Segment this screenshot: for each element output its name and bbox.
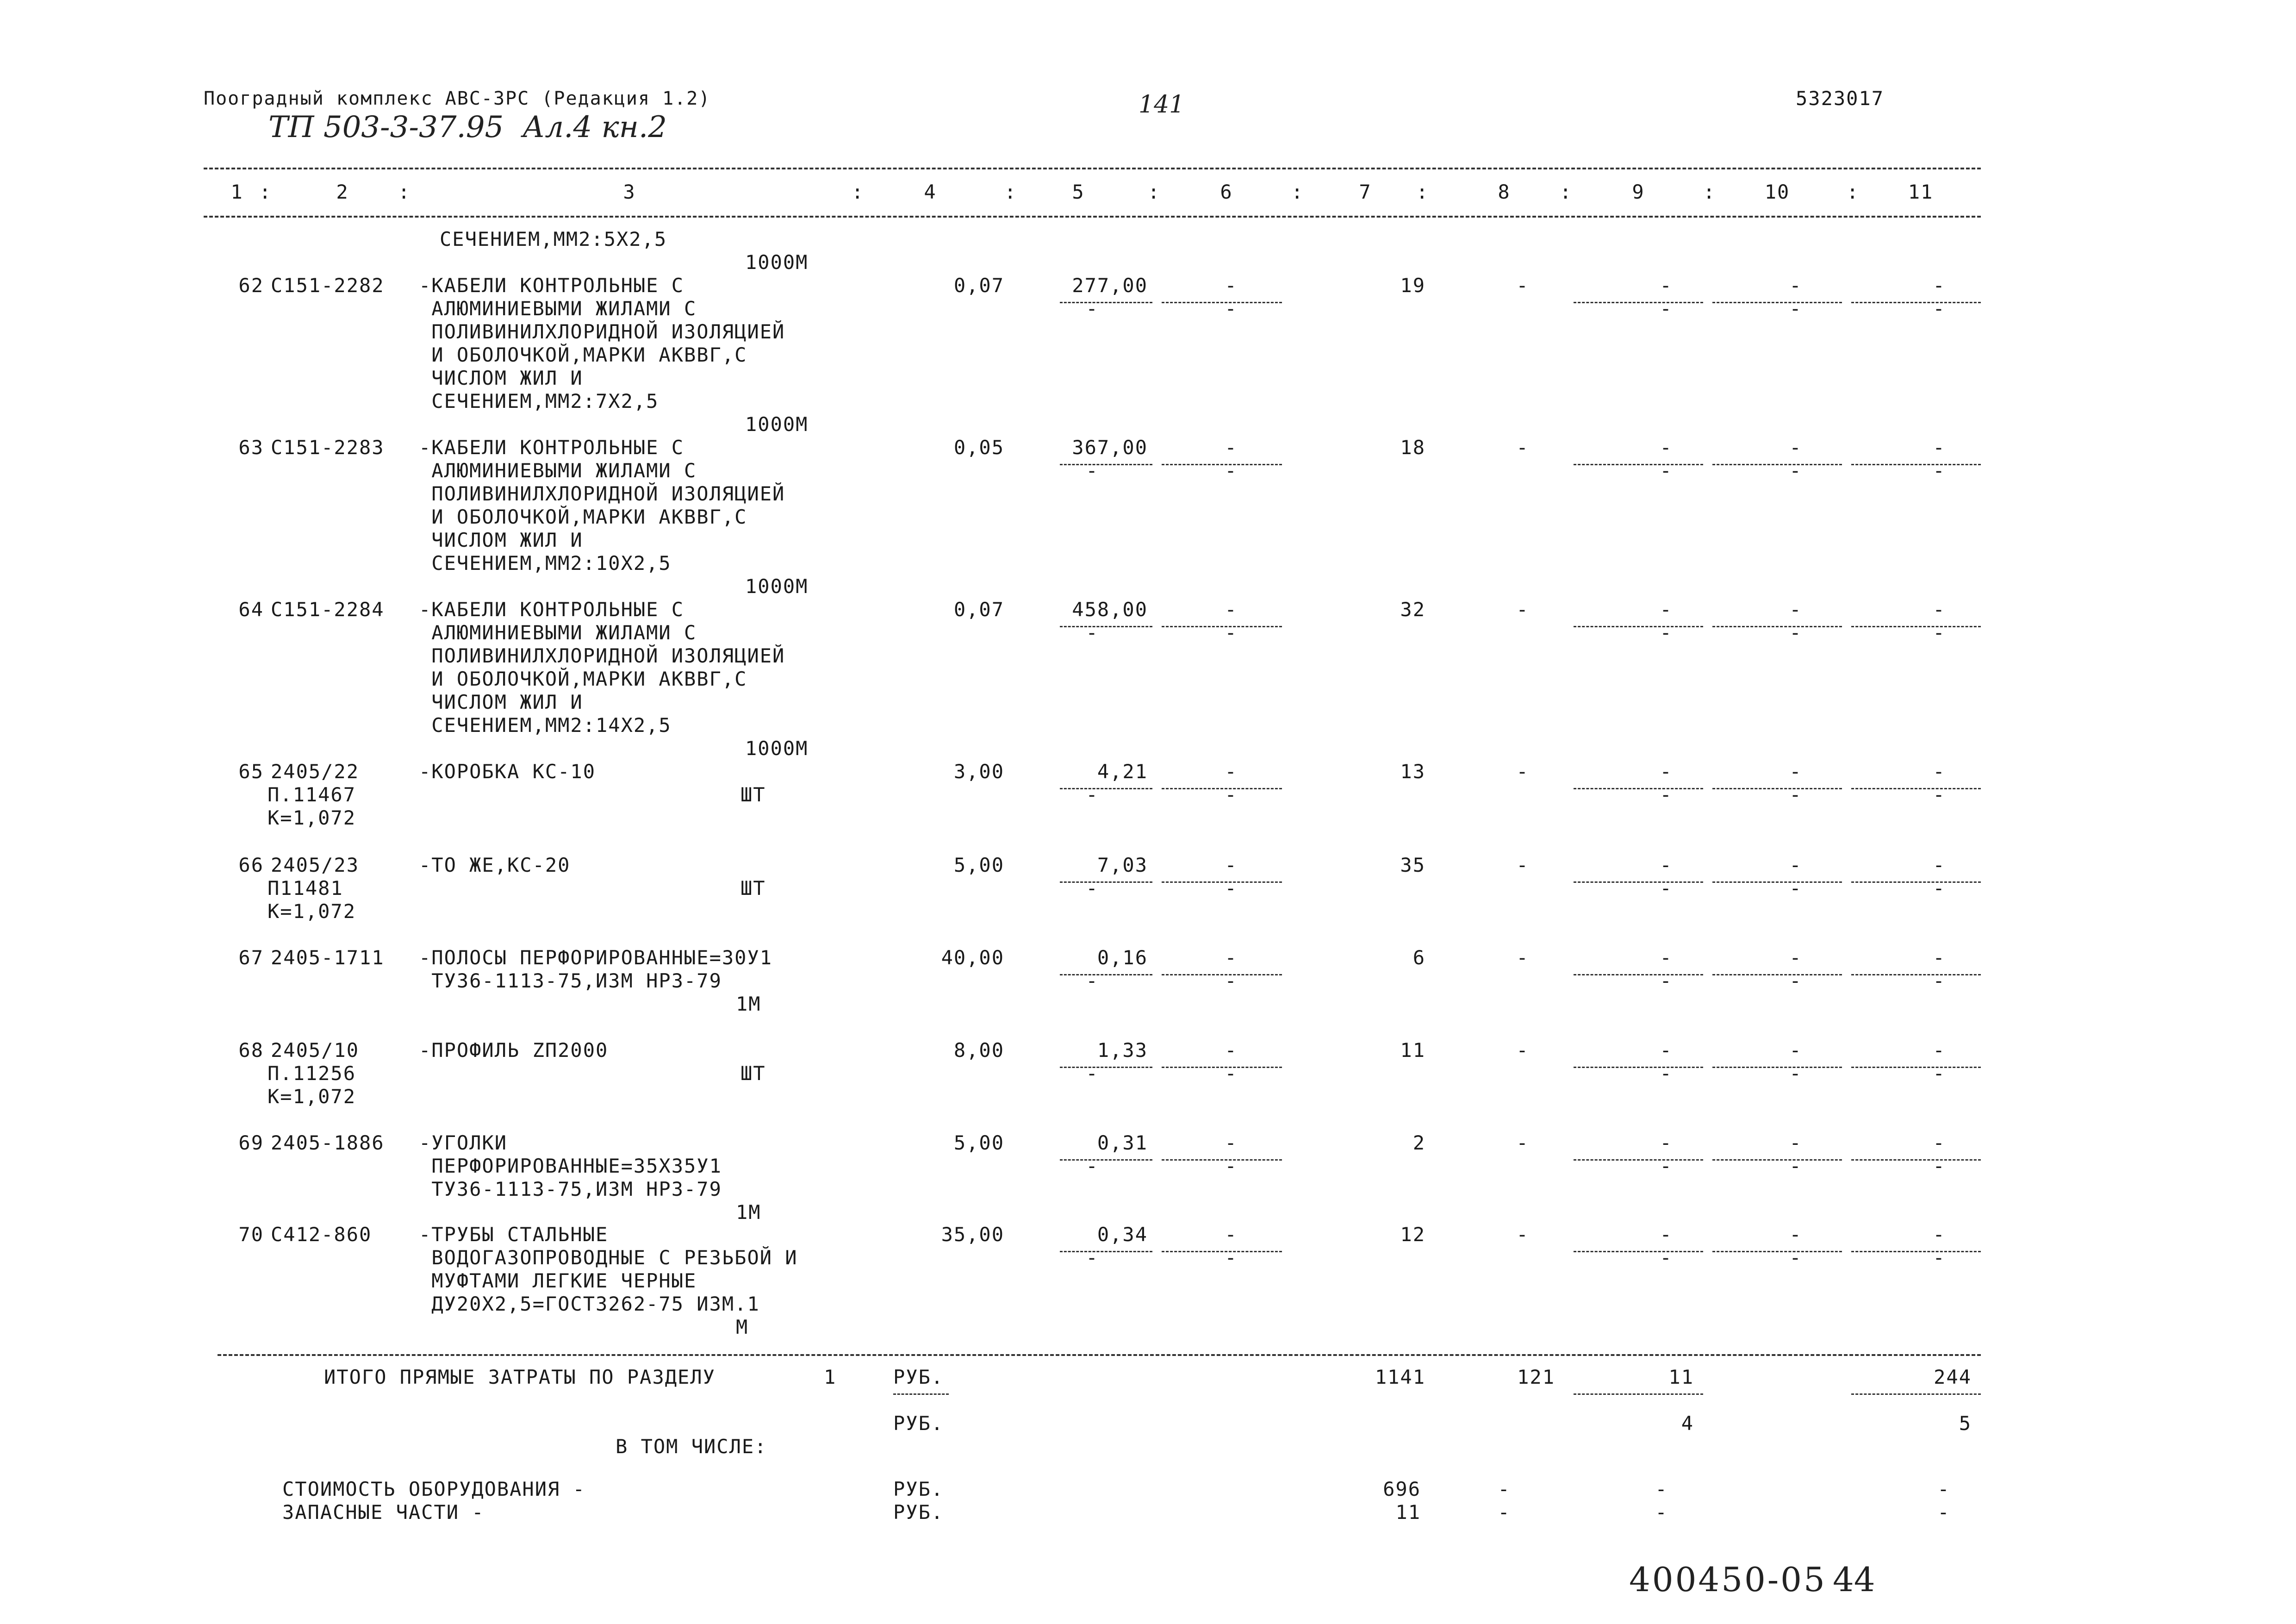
column-header-6: 6 (1220, 181, 1233, 203)
row-description: АЛЮМИНИЕВЫМИ ЖИЛАМИ С (419, 297, 697, 320)
row-number: 68 (238, 1039, 264, 1062)
row-number: 62 (238, 274, 264, 297)
spare-parts-currency: РУБ. (893, 1501, 944, 1524)
row-number: 67 (238, 946, 264, 969)
equipment-col7: 696 (1383, 1478, 1421, 1500)
row-col5-sub: - (1086, 459, 1099, 482)
row-total: 2 (1412, 1131, 1425, 1154)
row-description: И ОБОЛОЧКОЙ,МАРКИ АКВВГ,С (419, 344, 747, 366)
row-total: 13 (1400, 760, 1425, 783)
totals-currency-2: РУБ. (893, 1412, 944, 1435)
row-code: П.11467 (268, 783, 356, 806)
row-unit: ШТ (740, 783, 766, 806)
row-description: СЕЧЕНИЕМ,ММ2:10Х2,5 (419, 552, 672, 575)
row-unit-price: 0,31 (1097, 1131, 1148, 1154)
program-title: Пооградный комплекс АВС-ЗРС (Редакция 1.2) (204, 88, 711, 109)
totals-currency: РУБ. (893, 1366, 944, 1388)
row-col9: - (1660, 946, 1673, 969)
column-header-3: 3 (623, 181, 636, 203)
row-quantity: 0,05 (953, 436, 1004, 459)
row-col9: - (1660, 598, 1673, 621)
totals-currency-underline (893, 1393, 949, 1395)
row-col8: - (1516, 946, 1529, 969)
row-unit-price: 367,00 (1072, 436, 1148, 459)
row-col10: - (1789, 1131, 1802, 1154)
row-col8: - (1516, 1039, 1529, 1062)
row-description: СЕЧЕНИЕМ,ММ2:7Х2,5 (419, 390, 659, 412)
row-description: -КАБЕЛИ КОНТРОЛЬНЫЕ С (419, 274, 684, 297)
spare-parts-col7: 11 (1395, 1501, 1421, 1524)
page-number: 141 (1139, 91, 1185, 119)
row-col6-sub: - (1225, 969, 1238, 992)
row-col11: - (1933, 1039, 1946, 1062)
row-code: 2405/10 (271, 1039, 360, 1062)
row-description: -ПРОФИЛЬ ZП2000 (419, 1039, 609, 1062)
row-number: 66 (238, 854, 264, 876)
row-total: 35 (1400, 854, 1425, 876)
row-col9-sub: - (1660, 1155, 1673, 1177)
row-description: МУФТАМИ ЛЕГКИЕ ЧЕРНЫЕ (419, 1269, 697, 1292)
row-col10-sub: - (1789, 969, 1802, 992)
row-col11-sub: - (1933, 1155, 1946, 1177)
row-col11-sub: - (1933, 877, 1946, 899)
row-col10-sub: - (1789, 621, 1802, 644)
including-label: В ТОМ ЧИСЛЕ: (616, 1435, 767, 1458)
row-number: 65 (238, 760, 264, 783)
row-col9: - (1660, 1131, 1673, 1154)
totals-col11-underline (1851, 1393, 1981, 1395)
continuation-unit: 1000М (745, 251, 809, 274)
row-col9: - (1660, 274, 1673, 297)
row-col10: - (1789, 854, 1802, 876)
row-code: 2405/22 (271, 760, 360, 783)
row-col6-sub: - (1225, 1062, 1238, 1085)
row-col11-sub: - (1933, 1246, 1946, 1269)
column-header-4: 4 (924, 181, 937, 203)
row-description: -ПОЛОСЫ ПЕРФОРИРОВАННЫЕ=30У1 (419, 946, 773, 969)
row-col6: - (1225, 1131, 1238, 1154)
row-unit: ШТ (740, 877, 766, 899)
column-header-9: 9 (1632, 181, 1645, 203)
row-quantity: 5,00 (953, 854, 1004, 876)
row-col6: - (1225, 760, 1238, 783)
row-col8: - (1516, 1223, 1529, 1246)
column-header-1: 1 (230, 181, 243, 203)
totals-col7: 1141 (1375, 1366, 1425, 1388)
equipment-col9: - (1655, 1478, 1668, 1500)
row-col9-sub: - (1660, 1062, 1673, 1085)
row-col9: - (1660, 760, 1673, 783)
row-col10: - (1789, 274, 1802, 297)
document-number: 5323017 (1796, 87, 1885, 110)
row-col10-sub: - (1789, 877, 1802, 899)
row-quantity: 0,07 (953, 598, 1004, 621)
row-col11: - (1933, 946, 1946, 969)
column-separator: : (1847, 181, 1860, 203)
row-col9-sub: - (1660, 459, 1673, 482)
column-header-10: 10 (1764, 181, 1790, 203)
row-total: 18 (1400, 436, 1425, 459)
spare-parts-label: ЗАПАСНЫЕ ЧАСТИ - (282, 1501, 485, 1524)
row-col6: - (1225, 1223, 1238, 1246)
row-col11: - (1933, 274, 1946, 297)
row-unit: 1000М (745, 413, 809, 436)
row-unit-price: 0,16 (1097, 946, 1148, 969)
row-unit: М (736, 1316, 749, 1338)
column-separator: : (398, 181, 411, 203)
column-separator: : (259, 181, 272, 203)
row-col9-sub: - (1660, 877, 1673, 899)
row-col11: - (1933, 854, 1946, 876)
row-col6: - (1225, 274, 1238, 297)
row-unit-price: 277,00 (1072, 274, 1148, 297)
row-col11-sub: - (1933, 297, 1946, 320)
row-col9: - (1660, 436, 1673, 459)
row-col8: - (1516, 598, 1529, 621)
row-description: ЧИСЛОМ ЖИЛ И (419, 691, 583, 713)
equipment-cost-label: СТОИМОСТЬ ОБОРУДОВАНИЯ - (282, 1478, 585, 1500)
row-col9-sub: - (1660, 297, 1673, 320)
row-code: С412-860 (271, 1223, 372, 1246)
row-description: ПОЛИВИНИЛХЛОРИДНОЙ ИЗОЛЯЦИЕЙ (419, 482, 785, 505)
row-col11-sub: - (1933, 621, 1946, 644)
row-total: 32 (1400, 598, 1425, 621)
column-separator: : (1416, 181, 1429, 203)
totals-section: 1 (824, 1366, 837, 1388)
row-description: -КОРОБКА КС-10 (419, 760, 596, 783)
equipment-col11: - (1937, 1478, 1950, 1500)
totals-col9: 11 (1668, 1366, 1694, 1388)
row-description: -ТРУБЫ СТАЛЬНЫЕ (419, 1223, 609, 1246)
row-unit-price: 7,03 (1097, 854, 1148, 876)
equipment-currency: РУБ. (893, 1478, 944, 1500)
row-number: 63 (238, 436, 264, 459)
column-header-8: 8 (1498, 181, 1511, 203)
row-description: ЧИСЛОМ ЖИЛ И (419, 367, 583, 389)
row-col9-sub: - (1660, 783, 1673, 806)
column-separator: : (1291, 181, 1304, 203)
row-col11-sub: - (1933, 459, 1946, 482)
row-description: СЕЧЕНИЕМ,ММ2:14Х2,5 (419, 714, 672, 737)
row-col11: - (1933, 760, 1946, 783)
row-code: К=1,072 (268, 806, 356, 829)
row-col11: - (1933, 436, 1946, 459)
row-col6-sub: - (1225, 459, 1238, 482)
row-col6-sub: - (1225, 1155, 1238, 1177)
row-code: С151-2283 (271, 436, 385, 459)
row-number: 64 (238, 598, 264, 621)
row-col8: - (1516, 760, 1529, 783)
column-separator: : (1703, 181, 1716, 203)
row-col8: - (1516, 1131, 1529, 1154)
sheet-number: 44 (1833, 1560, 1875, 1599)
row-description: ВОДОГАЗОПРОВОДНЫЕ С РЕЗЬБОЙ И (419, 1246, 798, 1269)
totals-col9-underline (1574, 1393, 1703, 1395)
row-code: П.11256 (268, 1062, 356, 1085)
row-description: ТУ36-1113-75,ИЗМ НР3-79 (419, 1178, 722, 1200)
row-description: ТУ36-1113-75,ИЗМ НР3-79 (419, 969, 722, 992)
row-description: И ОБОЛОЧКОЙ,МАРКИ АКВВГ,С (419, 668, 747, 690)
row-description: -УГОЛКИ (419, 1131, 508, 1154)
row-col6-sub: - (1225, 783, 1238, 806)
row-col9-sub: - (1660, 621, 1673, 644)
row-quantity: 40,00 (941, 946, 1004, 969)
row-col9: - (1660, 854, 1673, 876)
spare-parts-col11: - (1937, 1501, 1950, 1524)
row-col5-sub: - (1086, 297, 1099, 320)
row-code: К=1,072 (268, 1085, 356, 1108)
row-col5-sub: - (1086, 621, 1099, 644)
row-col5-sub: - (1086, 783, 1099, 806)
spare-parts-col8: - (1498, 1501, 1511, 1524)
row-col5-sub: - (1086, 1155, 1099, 1177)
totals-col11: 244 (1934, 1366, 1972, 1388)
column-header-11: 11 (1908, 181, 1934, 203)
row-code: К=1,072 (268, 900, 356, 923)
row-col6: - (1225, 946, 1238, 969)
row-description: -КАБЕЛИ КОНТРОЛЬНЫЕ С (419, 436, 684, 459)
column-header-5: 5 (1072, 181, 1085, 203)
row-col11-sub: - (1933, 969, 1946, 992)
row-col10-sub: - (1789, 1062, 1802, 1085)
row-number: 70 (238, 1223, 264, 1246)
row-unit: 1М (736, 993, 761, 1015)
row-col10: - (1789, 436, 1802, 459)
row-col10-sub: - (1789, 783, 1802, 806)
row-col11: - (1933, 1131, 1946, 1154)
row-unit: 1000М (745, 575, 809, 598)
row-col10: - (1789, 1039, 1802, 1062)
row-unit-price: 0,34 (1097, 1223, 1148, 1246)
row-col9: - (1660, 1039, 1673, 1062)
row-col6-sub: - (1225, 877, 1238, 899)
row-quantity: 8,00 (953, 1039, 1004, 1062)
row-description: АЛЮМИНИЕВЫМИ ЖИЛАМИ С (419, 459, 697, 482)
row-total: 19 (1400, 274, 1425, 297)
row-col6-sub: - (1225, 297, 1238, 320)
row-col9: - (1660, 1223, 1673, 1246)
row-code: С151-2282 (271, 274, 385, 297)
archive-stamp-number: 400450-05 (1629, 1560, 1827, 1599)
header-bottom-rule (204, 216, 1981, 218)
totals-rule (218, 1354, 1981, 1356)
row-col10: - (1789, 1223, 1802, 1246)
continuation-text: СЕЧЕНИЕМ,ММ2:5Х2,5 (440, 228, 667, 250)
row-description: -ТО ЖЕ,КС-20 (419, 854, 571, 876)
row-col8: - (1516, 274, 1529, 297)
row-quantity: 5,00 (953, 1131, 1004, 1154)
row-description: ЧИСЛОМ ЖИЛ И (419, 529, 583, 551)
row-code: 2405-1711 (271, 946, 385, 969)
column-separator: : (1560, 181, 1573, 203)
row-code: С151-2284 (271, 598, 385, 621)
row-col10-sub: - (1789, 297, 1802, 320)
row-col6: - (1225, 436, 1238, 459)
row-unit: 1М (736, 1201, 761, 1224)
row-col9-sub: - (1660, 969, 1673, 992)
row-description: И ОБОЛОЧКОЙ,МАРКИ АКВВГ,С (419, 506, 747, 528)
row-description: ПЕРФОРИРОВАННЫЕ=35Х35У1 (419, 1155, 722, 1177)
row-col10-sub: - (1789, 459, 1802, 482)
row-code: 2405-1886 (271, 1131, 385, 1154)
column-separator: : (1148, 181, 1161, 203)
row-number: 69 (238, 1131, 264, 1154)
totals-col9-second: 4 (1681, 1412, 1694, 1435)
row-description: ПОЛИВИНИЛХЛОРИДНОЙ ИЗОЛЯЦИЕЙ (419, 320, 785, 343)
row-unit: 1000М (745, 737, 809, 760)
row-total: 11 (1400, 1039, 1425, 1062)
row-col6: - (1225, 598, 1238, 621)
totals-col8: 121 (1517, 1366, 1555, 1388)
row-col6-sub: - (1225, 1246, 1238, 1269)
row-unit: ШТ (740, 1062, 766, 1085)
handwritten-doc-ref: ТП 503-3-37.95 Ал.4 кн.2 (268, 110, 667, 144)
row-col10: - (1789, 598, 1802, 621)
row-col6: - (1225, 1039, 1238, 1062)
row-quantity: 35,00 (941, 1223, 1004, 1246)
row-col11: - (1933, 1223, 1946, 1246)
row-unit-price: 4,21 (1097, 760, 1148, 783)
row-col10-sub: - (1789, 1155, 1802, 1177)
row-col5-sub: - (1086, 1062, 1099, 1085)
row-col8: - (1516, 854, 1529, 876)
row-description: АЛЮМИНИЕВЫМИ ЖИЛАМИ С (419, 621, 697, 644)
row-col5-sub: - (1086, 969, 1099, 992)
row-description: ПОЛИВИНИЛХЛОРИДНОЙ ИЗОЛЯЦИЕЙ (419, 644, 785, 667)
column-separator: : (1004, 181, 1017, 203)
column-header-7: 7 (1359, 181, 1372, 203)
totals-label: ИТОГО ПРЯМЫЕ ЗАТРАТЫ ПО РАЗДЕЛУ (324, 1366, 716, 1388)
row-col8: - (1516, 436, 1529, 459)
row-col5-sub: - (1086, 877, 1099, 899)
row-code: П11481 (268, 877, 343, 899)
row-col11-sub: - (1933, 783, 1946, 806)
row-quantity: 0,07 (953, 274, 1004, 297)
equipment-col8: - (1498, 1478, 1511, 1500)
row-col11-sub: - (1933, 1062, 1946, 1085)
row-col10: - (1789, 946, 1802, 969)
row-col11: - (1933, 598, 1946, 621)
row-col10-sub: - (1789, 1246, 1802, 1269)
row-col6: - (1225, 854, 1238, 876)
row-col9-sub: - (1660, 1246, 1673, 1269)
row-unit-price: 458,00 (1072, 598, 1148, 621)
row-col10: - (1789, 760, 1802, 783)
row-total: 6 (1412, 946, 1425, 969)
row-col6-sub: - (1225, 621, 1238, 644)
row-description: -КАБЕЛИ КОНТРОЛЬНЫЕ С (419, 598, 684, 621)
row-unit-price: 1,33 (1097, 1039, 1148, 1062)
row-quantity: 3,00 (953, 760, 1004, 783)
column-separator: : (852, 181, 865, 203)
column-header-2: 2 (336, 181, 349, 203)
totals-col11-second: 5 (1959, 1412, 1972, 1435)
header-top-rule (204, 168, 1981, 169)
spare-parts-col9: - (1655, 1501, 1668, 1524)
row-description: ДУ20Х2,5=ГОСТ3262-75 ИЗМ.1 (419, 1293, 760, 1315)
row-col5-sub: - (1086, 1246, 1099, 1269)
row-code: 2405/23 (271, 854, 360, 876)
row-total: 12 (1400, 1223, 1425, 1246)
